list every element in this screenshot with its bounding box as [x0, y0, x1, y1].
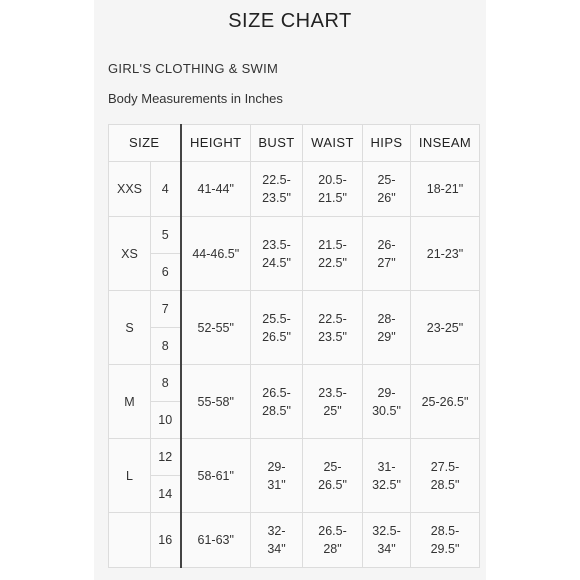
- inseam-cell: 23-25": [411, 291, 480, 365]
- inseam-cell: 27.5- 28.5": [411, 439, 480, 513]
- hips-cell: 26- 27": [363, 217, 411, 291]
- waist-cell: 20.5- 21.5": [303, 162, 363, 217]
- bust-cell: 32- 34": [251, 513, 303, 568]
- bust-header: BUST: [251, 125, 303, 162]
- size-number: 8: [151, 328, 181, 365]
- waist-cell: 22.5- 23.5": [303, 291, 363, 365]
- inseam-cell: 21-23": [411, 217, 480, 291]
- measurements-note: Body Measurements in Inches: [108, 91, 283, 106]
- header-row: [109, 125, 480, 162]
- size-label: L: [109, 439, 151, 513]
- bust-cell: 25.5- 26.5": [251, 291, 303, 365]
- size-label: XXS: [109, 162, 151, 217]
- hips-cell: 29- 30.5": [363, 365, 411, 439]
- size-label: M: [109, 365, 151, 439]
- size-label: S: [109, 291, 151, 365]
- inseam-cell: 25-26.5": [411, 365, 480, 439]
- hips-cell: 32.5- 34": [363, 513, 411, 568]
- hips-cell: 28- 29": [363, 291, 411, 365]
- waist-cell: 23.5- 25": [303, 365, 363, 439]
- size-number: 7: [151, 291, 181, 328]
- inseam-cell: 18-21": [411, 162, 480, 217]
- size-number: 4: [151, 162, 181, 217]
- hips-cell: 31- 32.5": [363, 439, 411, 513]
- size-number: 12: [151, 439, 181, 476]
- bust-cell: 29- 31": [251, 439, 303, 513]
- height-cell: 61-63": [181, 513, 251, 568]
- size-number: 10: [151, 402, 181, 439]
- inseam-cell: 28.5- 29.5": [411, 513, 480, 568]
- hips-cell: 25- 26": [363, 162, 411, 217]
- height-cell: 44-46.5": [181, 217, 251, 291]
- size-number: 8: [151, 365, 181, 402]
- size-chart-table: [108, 124, 480, 568]
- table-row: [109, 513, 480, 568]
- height-cell: 58-61": [181, 439, 251, 513]
- table-row: [109, 365, 480, 402]
- bust-cell: 23.5- 24.5": [251, 217, 303, 291]
- table-row: [109, 162, 480, 217]
- waist-cell: 21.5- 22.5": [303, 217, 363, 291]
- hips-header: HIPS: [363, 125, 411, 162]
- size-label: [109, 513, 151, 568]
- waist-cell: 26.5- 28": [303, 513, 363, 568]
- height-cell: 55-58": [181, 365, 251, 439]
- page-title: SIZE CHART: [228, 10, 352, 32]
- size-number: 14: [151, 476, 181, 513]
- waist-cell: 25- 26.5": [303, 439, 363, 513]
- size-number: 16: [151, 513, 181, 568]
- size-number: 5: [151, 217, 181, 254]
- height-cell: 52-55": [181, 291, 251, 365]
- table-row: [109, 291, 480, 328]
- inseam-header: INSEAM: [411, 125, 480, 162]
- table-row: [109, 439, 480, 476]
- size-header: SIZE: [109, 125, 181, 162]
- category-subtitle: GIRL'S CLOTHING & SWIM: [108, 61, 279, 76]
- height-header: HEIGHT: [181, 125, 251, 162]
- table-row: [109, 217, 480, 254]
- bust-cell: 26.5- 28.5": [251, 365, 303, 439]
- size-number: 6: [151, 254, 181, 291]
- bust-cell: 22.5- 23.5": [251, 162, 303, 217]
- size-label: XS: [109, 217, 151, 291]
- height-cell: 41-44": [181, 162, 251, 217]
- waist-header: WAIST: [303, 125, 363, 162]
